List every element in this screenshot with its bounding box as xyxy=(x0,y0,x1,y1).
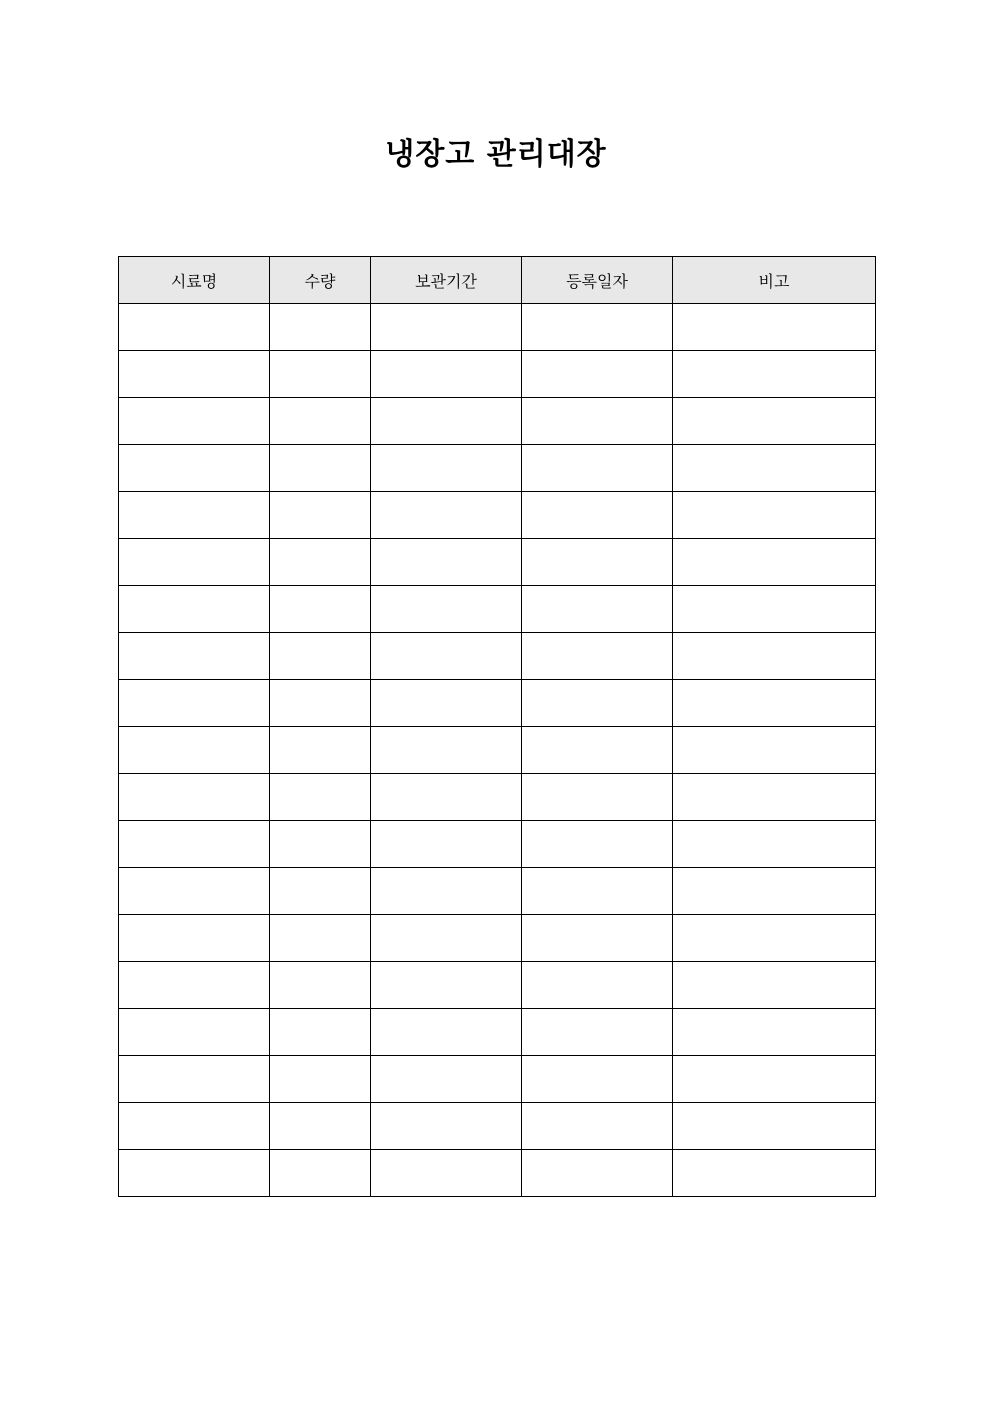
table-cell-quantity[interactable] xyxy=(270,1103,371,1150)
table-cell-storage-period[interactable] xyxy=(371,774,522,821)
table-cell-registration-date[interactable] xyxy=(522,680,673,727)
table-cell-remarks[interactable] xyxy=(673,1103,876,1150)
table-row xyxy=(119,445,876,492)
table-cell-registration-date[interactable] xyxy=(522,1103,673,1150)
table-cell-registration-date[interactable] xyxy=(522,539,673,586)
table-cell-remarks[interactable] xyxy=(673,586,876,633)
column-header-quantity: 수량 xyxy=(270,257,371,304)
table-cell-sample-name[interactable] xyxy=(119,1009,270,1056)
table-cell-remarks[interactable] xyxy=(673,821,876,868)
table-cell-registration-date[interactable] xyxy=(522,492,673,539)
table-row xyxy=(119,633,876,680)
table-cell-storage-period[interactable] xyxy=(371,633,522,680)
table-cell-storage-period[interactable] xyxy=(371,915,522,962)
table-cell-quantity[interactable] xyxy=(270,351,371,398)
table-cell-quantity[interactable] xyxy=(270,962,371,1009)
table-cell-sample-name[interactable] xyxy=(119,727,270,774)
table-cell-registration-date[interactable] xyxy=(522,445,673,492)
table-row xyxy=(119,1009,876,1056)
table-row xyxy=(119,492,876,539)
table-cell-sample-name[interactable] xyxy=(119,586,270,633)
table-row xyxy=(119,821,876,868)
column-header-registration-date: 등록일자 xyxy=(522,257,673,304)
table-cell-registration-date[interactable] xyxy=(522,304,673,351)
table-cell-sample-name[interactable] xyxy=(119,304,270,351)
table-header-row xyxy=(119,257,876,304)
table-row xyxy=(119,539,876,586)
table-cell-registration-date[interactable] xyxy=(522,1056,673,1103)
table-row xyxy=(119,774,876,821)
table-cell-registration-date[interactable] xyxy=(522,868,673,915)
table-cell-quantity[interactable] xyxy=(270,868,371,915)
table-cell-storage-period[interactable] xyxy=(371,492,522,539)
table-cell-registration-date[interactable] xyxy=(522,351,673,398)
table-cell-storage-period[interactable] xyxy=(371,680,522,727)
table-cell-storage-period[interactable] xyxy=(371,351,522,398)
table-cell-storage-period[interactable] xyxy=(371,1150,522,1197)
table-cell-quantity[interactable] xyxy=(270,1056,371,1103)
table-cell-registration-date[interactable] xyxy=(522,586,673,633)
table-cell-remarks[interactable] xyxy=(673,727,876,774)
table-row xyxy=(119,962,876,1009)
table-cell-remarks[interactable] xyxy=(673,398,876,445)
table-cell-quantity[interactable] xyxy=(270,774,371,821)
table-cell-registration-date[interactable] xyxy=(522,962,673,1009)
table-cell-storage-period[interactable] xyxy=(371,1056,522,1103)
table-cell-storage-period[interactable] xyxy=(371,962,522,1009)
table-cell-remarks[interactable] xyxy=(673,304,876,351)
table-cell-quantity[interactable] xyxy=(270,1150,371,1197)
table-cell-remarks[interactable] xyxy=(673,445,876,492)
table-cell-storage-period[interactable] xyxy=(371,1103,522,1150)
table-cell-sample-name[interactable] xyxy=(119,633,270,680)
table-cell-sample-name[interactable] xyxy=(119,915,270,962)
table-cell-sample-name[interactable] xyxy=(119,868,270,915)
table-cell-storage-period[interactable] xyxy=(371,868,522,915)
table-cell-sample-name[interactable] xyxy=(119,1056,270,1103)
table-row xyxy=(119,727,876,774)
table-row xyxy=(119,1103,876,1150)
table-cell-storage-period[interactable] xyxy=(371,398,522,445)
page-title: 냉장고 관리대장 xyxy=(385,137,607,172)
table-cell-quantity[interactable] xyxy=(270,680,371,727)
table-cell-storage-period[interactable] xyxy=(371,821,522,868)
table-cell-quantity[interactable] xyxy=(270,633,371,680)
table-cell-quantity[interactable] xyxy=(270,445,371,492)
table-cell-remarks[interactable] xyxy=(673,351,876,398)
table-row xyxy=(119,398,876,445)
table-cell-registration-date[interactable] xyxy=(522,1009,673,1056)
table-cell-sample-name[interactable] xyxy=(119,1103,270,1150)
table-row xyxy=(119,304,876,351)
refrigerator-ledger-table xyxy=(118,256,876,1197)
table-cell-sample-name[interactable] xyxy=(119,539,270,586)
table-cell-sample-name[interactable] xyxy=(119,492,270,539)
table-cell-sample-name[interactable] xyxy=(119,774,270,821)
column-header-storage-period: 보관기간 xyxy=(371,257,522,304)
column-header-sample-name: 시료명 xyxy=(119,257,270,304)
table-cell-remarks[interactable] xyxy=(673,539,876,586)
table-row xyxy=(119,868,876,915)
table-cell-sample-name[interactable] xyxy=(119,821,270,868)
table-cell-remarks[interactable] xyxy=(673,633,876,680)
table-body xyxy=(119,304,876,1197)
table-cell-sample-name[interactable] xyxy=(119,680,270,727)
table-cell-registration-date[interactable] xyxy=(522,821,673,868)
table-cell-registration-date[interactable] xyxy=(522,727,673,774)
table-cell-remarks[interactable] xyxy=(673,680,876,727)
table-cell-sample-name[interactable] xyxy=(119,962,270,1009)
table-cell-registration-date[interactable] xyxy=(522,774,673,821)
table-cell-registration-date[interactable] xyxy=(522,633,673,680)
table-cell-quantity[interactable] xyxy=(270,492,371,539)
table-cell-remarks[interactable] xyxy=(673,915,876,962)
table-cell-storage-period[interactable] xyxy=(371,539,522,586)
table-cell-quantity[interactable] xyxy=(270,821,371,868)
table-cell-storage-period[interactable] xyxy=(371,727,522,774)
table-cell-quantity[interactable] xyxy=(270,539,371,586)
table-row xyxy=(119,351,876,398)
table-cell-remarks[interactable] xyxy=(673,774,876,821)
table-cell-quantity[interactable] xyxy=(270,304,371,351)
table-cell-quantity[interactable] xyxy=(270,586,371,633)
table-cell-quantity[interactable] xyxy=(270,915,371,962)
table-cell-quantity[interactable] xyxy=(270,727,371,774)
table-cell-remarks[interactable] xyxy=(673,1009,876,1056)
table-row xyxy=(119,1150,876,1197)
table-row xyxy=(119,680,876,727)
table-row xyxy=(119,915,876,962)
table-cell-registration-date[interactable] xyxy=(522,1150,673,1197)
table-cell-remarks[interactable] xyxy=(673,1150,876,1197)
table-cell-quantity[interactable] xyxy=(270,398,371,445)
table-cell-sample-name[interactable] xyxy=(119,351,270,398)
table-cell-sample-name[interactable] xyxy=(119,398,270,445)
table-cell-remarks[interactable] xyxy=(673,962,876,1009)
table-cell-storage-period[interactable] xyxy=(371,1009,522,1056)
table-row xyxy=(119,586,876,633)
table-cell-remarks[interactable] xyxy=(673,868,876,915)
table-cell-registration-date[interactable] xyxy=(522,398,673,445)
table-cell-registration-date[interactable] xyxy=(522,915,673,962)
table-cell-sample-name[interactable] xyxy=(119,445,270,492)
table-row xyxy=(119,1056,876,1103)
table-cell-quantity[interactable] xyxy=(270,1009,371,1056)
table-cell-storage-period[interactable] xyxy=(371,445,522,492)
table-cell-remarks[interactable] xyxy=(673,1056,876,1103)
table-cell-remarks[interactable] xyxy=(673,492,876,539)
table-cell-storage-period[interactable] xyxy=(371,586,522,633)
table-cell-sample-name[interactable] xyxy=(119,1150,270,1197)
column-header-remarks: 비고 xyxy=(673,257,876,304)
table-cell-storage-period[interactable] xyxy=(371,304,522,351)
